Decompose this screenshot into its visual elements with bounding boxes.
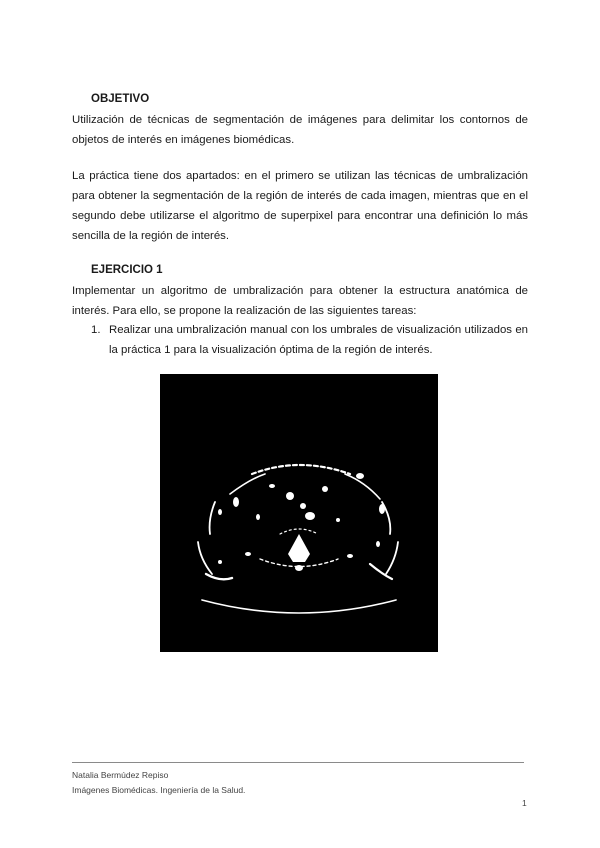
page-number: 1	[522, 798, 527, 808]
task-number: 1.	[91, 324, 101, 336]
objetivo-heading: OBJETIVO	[91, 93, 150, 105]
ejercicio-1-paragraph: Implementar un algoritmo de umbralización para obtener la estructura anatómica de interés. Para ello, se propone la realización de las siguientes tareas:	[72, 285, 528, 317]
ct-thresholded-image	[160, 374, 438, 652]
ct-segmentation-figure	[160, 374, 438, 652]
task-text: Realizar una umbralización manual con los umbrales de visualización utilizados en la práctica 1 para la visualización óptima de la región de interés.	[109, 324, 528, 356]
objetivo-paragraph: Utilización de técnicas de segmentación de imágenes para delimitar los contornos de objetos de interés en imágenes biomédicas.	[72, 114, 528, 146]
practice-description-paragraph: La práctica tiene dos apartados: en el primero se utilizan las técnicas de umbralización para obtener la segmentación de la región de interés de cada imagen, mientras que en el segundo debe utilizarse el algoritmo de superpixel para encontrar una definición lo más sencilla de la región de interés.	[72, 170, 528, 242]
footer-course: Imágenes Biomédicas. Ingeniería de la Salud.	[72, 785, 246, 795]
ejercicio-1-heading: EJERCICIO 1	[91, 264, 163, 276]
footer-divider	[72, 762, 524, 763]
footer-author: Natalia Bermúdez Repiso	[72, 770, 169, 780]
task-list-item	[91, 320, 528, 360]
